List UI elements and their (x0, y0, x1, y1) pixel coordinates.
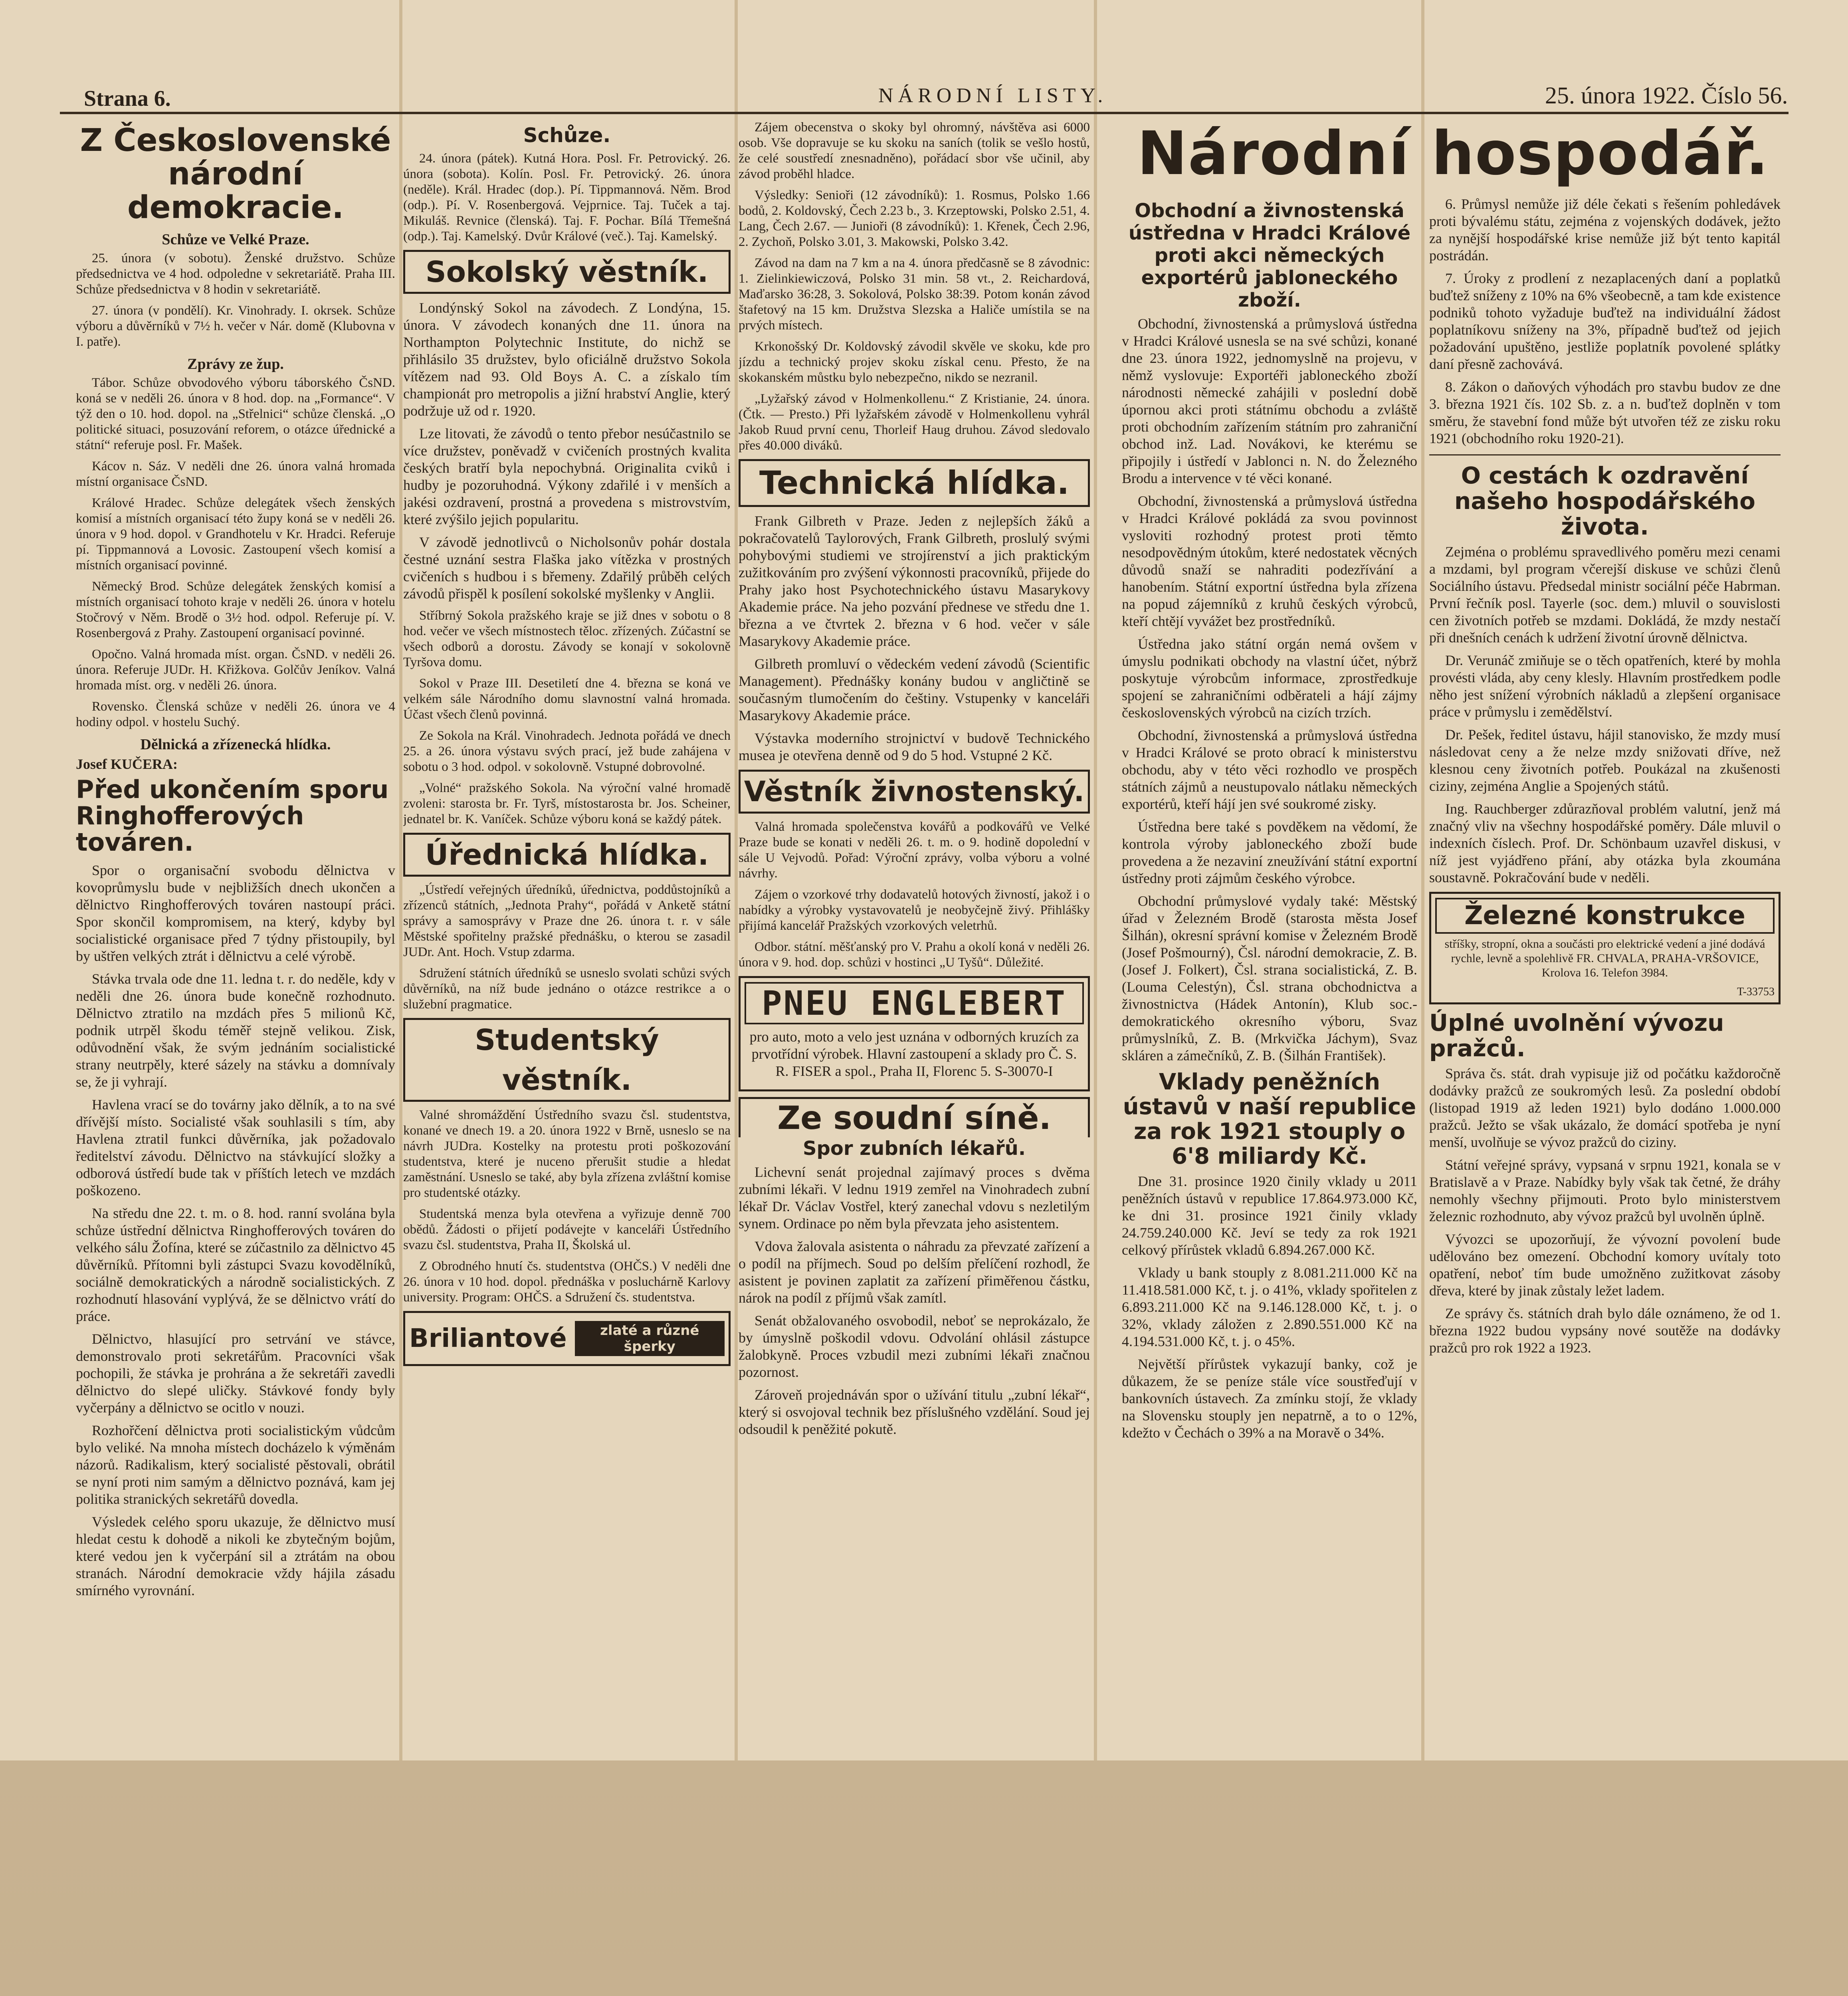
paragraph: Dne 31. prosince 1920 činily vklady u 2011 peněžních ústavů v republice 17.864.973.000 Kč, ke dni 31. prosince 1921 činily vklady 24.759.240.000 Kč. Jeví se tedy za rok 1921 celkový přírůstek vkladů 6.894.267.000 Kč. (1122, 1173, 1417, 1258)
ad-subtitle: zlaté a různé šperky (575, 1321, 725, 1356)
paragraph: Ústředna bere také s povděkem na vědomí, že kontrola výroby jabloneckého zboží bude provedena a že nezaviní zneužívání státní exportní ústředny proti zájmům českého výrobce. (1122, 819, 1417, 886)
article-title: Vklady peněžních ústavů v naší republice za rok 1921 stouply o 6'8 miliardy Kč. (1123, 1069, 1416, 1169)
paragraph: Londýnský Sokol na závodech. Z Londýna, 15. února. V závodech konaných dne 11. února na Northampton Polytechnic Institute, do nichž se přihlásilo 35 družstev, bylo oficiálně družstvo Sokola vítězem nad 93. Old Boys A. C. a získalo tím championát pro metropolis a jižní hrabství Anglie, který podržuje už od r. 1920. (403, 300, 731, 419)
paragraph: Sdružení státních úředníků se usneslo svolati schůzi svých důvěrníků, na níž bude jednáno o otázce restrikce a o služební pragmatice. (403, 966, 731, 1012)
advertisement (739, 976, 1090, 1091)
masthead: NÁRODNÍ LISTY. (878, 84, 1108, 107)
paragraph: Vdova žalovala asistenta o náhradu za převzaté zařízení a o podíl na příjmech. Soud po delším přelíčení rozhodl, že asistent je povinen zaplatit za zařízení přiměřenou částku, nárok na podíl z příjmů však zamítl. (739, 1238, 1090, 1306)
column-4 (1122, 196, 1417, 1756)
paragraph: 8. Zákon o daňových výhodách pro stavbu budov ze dne 3. března 1921 čís. 102 Sb. z. a n. buďtež doplněn v tom směru, že stavební fond může být utvořen též ze zisku roku 1921 (obchodního roku 1920-21). (1429, 379, 1781, 446)
column-fold (399, 0, 402, 1760)
paragraph: Vklady u bank stouply z 8.081.211.000 Kč na 11.418.581.000 Kč, t. j. o 41%, vklady spořitelen z 6.893.211.000 Kč na 9.146.128.000 Kč, t. j. o 32%, vklady záložen z 2.890.551.000 Kč na 4.194.531.000 Kč, t. j. o 45%. (1122, 1265, 1417, 1349)
paragraph: Frank Gilbreth v Praze. Jeden z nejlepších žáků a pokračovatelů Taylorových, Frank Gilbreth, proslulý svými pohybovými studiemi ve strojírenství a jich praktickým zužitkováním pro zvýšení výkonnosti pracovníků, přijede do Prahy jako host Psychotechnického ústavu Masarykovy Akademie práce. Na jeho pozvání přednese ve středu dne 1. března a ve čtvrtek 2. března v 6 hod. večer v sále Masarykovy Akademie práce. (739, 513, 1090, 649)
paragraph: Lichevní senát projednal zajímavý proces s dvěma zubními lékaři. V lednu 1919 zemřel na Vinohradech zubní lékař Dr. Václav Vostřel, který zanechal vdovu s nezletilým synem. Ordinace po něm byla převzata jeho asistentem. (739, 1164, 1090, 1232)
section-banner: Národní hospodář. (1137, 119, 1769, 188)
paragraph: Tábor. Schůze obvodového výboru táborského ČsND. koná se v neděli 26. února v 8 hod. dop. na „Formance“. V týž den o 10. hod. dopol. na „Střelnici“ schůze členská. „O politické situaci, posuzování reforem, o otázce úřednické a státní“ referuje posl. Fr. Mašek. (76, 376, 395, 452)
paragraph: Ústředna jako státní orgán nemá ovšem v úmyslu podnikati obchody na vlastní účet, nýbrž poskytuje výrobcům informace, zprostředkuje spojení se zahraničními odběrateli a hájí zájmy československých výrobců na cizích trzích. (1122, 636, 1417, 721)
paragraph: Valná hromada společenstva kovářů a podkovářů ve Velké Praze bude se konati v neděli 26. t. m. o 9. hodině dopolední v sále U Vejvodů. Pořad: Výroční zprávy, volba výboru a volné návrhy. (739, 820, 1090, 881)
section-subtitle: Schůze ve Velké Praze. (162, 231, 309, 248)
paragraph: Obchodní, živnostenská a průmyslová ústředna v Hradci Králové usnesla se na své schůzi, konané dne 23. února 1922, jednomyslně na projevu, v němž vyslovuje: Exportéři jabloneckého zboží národnosti německé zahájili v poslední době úpornou akci proti státnímu obchodu a zvláště proti obchodním zařízením státním pro zahraniční obchod inž. Lad. Novákovi, ke kterému se připojily i ústředí v Jablonci n. N. do Železného Brodu a intervence v té věci konané. (1122, 316, 1417, 486)
column-5 (1429, 196, 1781, 1756)
ad-title: PNEU ENGLEBERT (745, 982, 1084, 1024)
section-title: Schůze. (523, 124, 611, 147)
paragraph: Zejména o problému spravedlivého poměru mezi cenami a mzdami, byl program včerejší diskuse ve schůzi členů Sociálního ústavu. Předsedal ministr sociální péče Habrman. První řečník posl. Tayerle (soc. dem.) mluvil o souvislosti cen životních potřeb se mzdami. Dokládá, že mzdy nestačí při dnešních cenách k udržení životní úrovně dělnictva. (1429, 544, 1781, 646)
ad-text: stříšky, stropní, okna a součásti pro elektrické vedení a jiné dodává rychle, levně a spolehlivě FR. CHVALA, PRAHA-VRŠOVICE, Krolova 16. Telefon 3984. (1444, 937, 1765, 979)
advertisement (403, 1311, 731, 1366)
paragraph: Největší přírůstek vykazují banky, což je důkazem, že se peníze stále více soustřeďují v bankovních ústavech. Za zmínku stojí, že vklady na Slovensku stouply jen nepatrně, a to o 12%, kdežto v Čechách o 39% a na Moravě o 34%. (1122, 1356, 1417, 1441)
paragraph: Dělnictvo, hlasující pro setrvání ve stávce, demonstrovalo proti sekretářům. Pracovníci však pochopili, že stávka je prohrána a že sekretáři zavedli dělnictvo do slepé uličky. Stávkové fondy byly vyčerpány a dělnictvo se ocitlo v nouzi. (76, 1331, 395, 1416)
paragraph: Senát obžalovaného osvobodil, neboť se neprokázalo, že by úmyslně poškodil vdovu. Odvolání ohlásil zástupce žalobkyně. Proces vzbudil mezi zubními lékaři značnou pozornost. (739, 1313, 1090, 1380)
paragraph: Ing. Rauchberger zdůrazňoval problém valutní, jenž má značný vliv na všechny hospodářské poměry. Dále mluvil o indexních číslech. Prof. Dr. Schönbaum uzavřel diskusi, v níž jest vyjádřeno přání, aby otázka byla zkoumána soustavně. Pokračování bude v neděli. (1429, 801, 1781, 885)
column-2 (403, 120, 731, 1756)
ad-title: Briliantové (409, 1324, 567, 1353)
paragraph: Ze Sokola na Král. Vinohradech. Jednota pořádá ve dnech 25. a 26. února výstavu svých prací, jež bude zahájena v sobotu o 3 hod. odpol. v sokolovně. Vstupné dobrovolné. (403, 729, 731, 774)
column-fold (1421, 0, 1424, 1760)
paragraph: Gilbreth promluví o vědeckém vedení závodů (Scientific Management). Přednášky konány budou v angličtině se současným tlumočením do češtiny. Vstupenky v kanceláři Masarykovy Akademie práce. (739, 656, 1090, 723)
issue-date: 25. února 1922. Číslo 56. (1545, 82, 1788, 109)
paragraph: Obchodní průmyslové vydaly také: Městský úřad v Železném Brodě (starosta města Josef Šilhán), okresní správní komise v Železném Brodě (Josef Pošmourný), Čsl. národní demokracie, Z. B. (Josef J. Folkert), Čsl. strana socialistická, Z. B. (Louma Celestýn), Čsl. strana obchodnictva a živnostnictva (Hádek Antonín), Klub soc.-demokratického okresního výboru, Svaz průmyslníků, Z. B. (Mrkvička Jáchym), Svaz skláren a zámečníků, Z. B. (Šilhán František). (1122, 893, 1417, 1063)
divider (1429, 454, 1781, 455)
section-title: Věstník živnostenský. (739, 770, 1090, 814)
paragraph: Rovensko. Členská schůze v neděli 26. února ve 4 hodiny odpol. v hostelu Suchý. (76, 699, 395, 729)
column-fold (735, 0, 738, 1760)
paragraph: Závod na dam na 7 km a na 4. února předčasně se 8 závodnic: 1. Zielinkiewiczová, Polsko 31 min. 58 vt., 2. Reichardová, Maďarsko 36:28, 3. Sokolová, Polsko 38:39. Potom konán závod štafetový na 15 km. Družstva Slezska a Haliče umístila se na prvých místech. (739, 256, 1090, 333)
paragraph: Výstavka moderního strojnictví v budově Technického musea je otevřena denně od 9 do 5 hod. Vstupné 2 Kč. (739, 730, 1090, 763)
paragraph: „Lyžařský závod v Holmenkollenu.“ Z Kristianie, 24. února. (Čtk. — Presto.) Při lyžařském závodě v Holmenkollenu vyhrál Jakob Ruud první cenu, Thorleif Haug druhou. Závod sledovalo přes 40.000 diváků. (739, 392, 1090, 453)
subheading: Dělnická a zřízenecká hlídka. (140, 736, 331, 753)
paragraph: Zájem o vzorkové trhy dodavatelů hotových živností, jakož i o nabídky a výrobky vystavovatelů je neobyčejně živý. Přihlášky přijímá kancelář Pražských vzorkových veletrhů. (739, 887, 1090, 933)
section-title: Úřednická hlídka. (403, 833, 731, 877)
paragraph: Kácov n. Sáz. V neděli dne 26. února valná hromada místní organisace ČsND. (76, 459, 395, 489)
paragraph: Králové Hradec. Schůze delegátek všech ženských komisí a místních organisací této župy koná se v neděli 26. února v 9 hod. dopol. v Grandhotelu v Kr. Hradci. Referuje pí. Tippmannová a Lovosic. Zastoupení všech komisí a místních organisací povinné. (76, 496, 395, 572)
paragraph: Obchodní, živnostenská a průmyslová ústředna v Hradci Králové pokládá za svou povinnost vysloviti rozhodný protest proti těmto nesodpovědným útokům, které nedostatek věcných důvodů snaží se nahraditi podezřívání a hanobením. Státní exportní ústředna byla zřízena na popud zájemníků z kruhů českých výrobců, kteří chtějí vyvážet bez prostředníků. (1122, 493, 1417, 629)
paragraph: V závodě jednotlivců o Nicholsonův pohár dostala čestné uznání sestra Flaška jako vítězka v prostných cvičeních s hudbou i s břemeny. Zdařilý průběh celých závodů přispěl k posílení sokolské myšlenky v Anglii. (403, 534, 731, 602)
subheading: Zprávy ze žup. (187, 356, 284, 372)
paragraph: Sokol v Praze III. Desetiletí dne 4. března se koná ve velkém sále Národního domu slavnostní valná hromada. Účast všech členů povinná. (403, 676, 731, 722)
article-title: Obchodní a živnostenská ústředna v Hradci Králové proti akci německých exportérů jabloneckého zboží. (1128, 200, 1411, 311)
header-rule (60, 112, 1789, 114)
paragraph: Stříbrný Sokola pražského kraje se již dnes v sobotu o 8 hod. večer ve všech místnostech těloc. zřízených. Zúčastní se všech odborů a dorostu. Závody se konají v sokolovně Tyršova domu. (403, 608, 731, 669)
article-title: Úplné uvolnění vývozu pražců. (1429, 1009, 1724, 1062)
backing-paper (0, 1760, 1848, 1996)
paragraph: Německý Brod. Schůze delegátek ženských komisí a místních organisací tohoto kraje v neděli 26. února v hotelu Stočrový v Něm. Brodě o 3½ hod. odpol. Referuje pí. V. Rosenbergová z Prahy. Zastoupení organisací povinné. (76, 579, 395, 640)
paragraph: Spor o organisační svobodu dělnictva v kovoprůmyslu bude v nejbližších dnech ukončen a dělnictvo Ringhofferových továren nastoupí práci. Spor skončil kompromisem, na který, kdyby byl socialistické organisace před 7 týdny přistoupily, byl by uštřen velkých ztrát i dělnictvu a celé výrobě. (76, 862, 395, 964)
page-number: Strana 6. (84, 86, 171, 111)
column-3 (739, 120, 1090, 1756)
paragraph: Stávka trvala ode dne 11. ledna t. r. do neděle, kdy v neděli dne 26. února bude konečně rozhodnuto. Dělnictvo ztratilo na mzdách přes 5 milionů Kč, podnik utrpěl škodu téměř stejně velikou. Zisk, odůvodnění však, že svým jednáním socialistické strany neutrpěly, které sázely na stávku a domnívaly se, že ji vyhrají. (76, 971, 395, 1090)
section-title: Sokolský věstník. (403, 250, 731, 294)
section-subtitle: Spor zubních lékařů. (802, 1137, 1026, 1160)
paragraph: Studentská menza byla otevřena a vyřizuje denně 700 obědů. Žádosti o přijetí podávejte v kanceláři Ústředního svazu čsl. studentstva, Praha II, Školská ul. (403, 1207, 731, 1252)
paragraph: Valné shromáždění Ústředního svazu čsl. studentstva, konané ve dnech 19. a 20. února 1922 v Brně, usneslo se na návrh JUDra. Kostelky na protestu proti poškozování studentstva, které je nuceno přerušit studie a hledat zaměstnání. Usneslo se také, aby byla zřízena zvláštní komise pro studentské otázky. (403, 1108, 731, 1200)
paragraph: Zároveň projednáván spor o užívání titulu „zubní lékař“, který si osvojoval technik bez příslušného vzdělání. Soud jej odsoudil k peněžité pokutě. (739, 1387, 1090, 1437)
paragraph: 7. Úroky z prodlení z nezaplacených daní a poplatků buďtež sníženy z 10% na 6% všeobecně, a tam kde existence podniků tohoto vyžaduje buďtež na individuální žádost poplatníkovu sníženy na 3%, případně buďtež od jejich požadování upuštěno, jestliže poplatník povolené splátky daní přesně zachovává. (1429, 270, 1781, 372)
paragraph: Z Obrodného hnutí čs. studentstva (OHČS.) V neděli dne 26. února v 10 hod. dopol. přednáška v posluchárně Karlovy university. Program: OHČS. a Sdružení čs. studentstva. (403, 1259, 731, 1305)
paragraph: Obchodní, živnostenská a průmyslová ústředna v Hradci Králové se proto obrací k ministerstvu obchodu, aby v této věci rozhodlo ve prospěch státních zájmů a neustupovalo nátlaku německých exportérů, kteří hájí jen své soukromé zisky. (1122, 727, 1417, 812)
ad-code: T-33753 (1737, 986, 1775, 998)
paragraph: 25. února (v sobotu). Ženské družstvo. Schůze předsednictva ve 4 hod. odpoledne v sekretariátě. Praha III. Schůze předsednictva v 8 hodin v sekretariátě. (76, 251, 395, 297)
advertisement (1429, 892, 1781, 1004)
section-title: Studentský věstník. (403, 1018, 731, 1102)
section-title: Ze soudní síně. (739, 1097, 1090, 1137)
ad-text: pro auto, moto a velo jest uznána v odborných kruzích za prvotřídní výrobek. Hlavní zastoupení a sklady pro Č. S. R. FISER a spol., Praha II, Florenc 5. S-30070-I (749, 1029, 1079, 1079)
paragraph: Na středu dne 22. t. m. o 8. hod. ranní svolána byla schůze ústřední dělnictva Ringhofferových továren do velkého sálu Žofína, které se zúčastnilo za dělnictvo 45 důvěrníků. Přítomni byli zástupci Svazu kovodělníků, sociálně demokratických a národně socialistických. Z rozhodnutí hlasování vyplývá, že se dělnictvo vrátí do práce. (76, 1205, 395, 1324)
paragraph: Rozhořčení dělnictva proti socialistickým vůdcům bylo veliké. Na mnoha místech docházelo k výměnám názorů. Radikalism, který socialisté pěstovali, obrátil se nyní proti nim samým a dělnictvo poznává, kam jej politika stranických sekretářů dovedla. (76, 1422, 395, 1507)
paragraph: „Ústředí veřejných úředníků, úřednictva, poddůstojníků a zřízenců státních, „Jednota Prahy“, pořádá v Anketě státní správy a samosprávy v Praze dne 26. února t. r. v sále Městské spořitelny pražské přednášku, o kterou se zasadil JUDr. Ant. Hoch. Vstup zdarma. (403, 883, 731, 959)
paragraph: 6. Průmysl nemůže již déle čekati s řešením pohledávek proti bývalému státu, zejména z vojenských dodávek, ježto za nynější hospodářské krise nemůže již být tento kapitál postrádán. (1429, 196, 1781, 263)
paragraph: Výsledek celého sporu ukazuje, že dělnictvo musí hledat cestu k dohodě a nikoli ke zbytečným bojům, které vedou jen k vyčerpání sil a ztrátám na obou stranách. Národní demokracie vždy hájila zásadu smírného vyrovnání. (76, 1514, 395, 1598)
paragraph: Havlena vrací se do továrny jako dělník, a to na své dřívější místo. Socialisté však souhlasili s tím, aby Havlena ztratil funkci důvěrníka, jak požadovalo ředitelství závodu. Dělnictvo na stávkující složky a odborová ústředí bude tak v příštích letech ve mzdách poškozeno. (76, 1097, 395, 1198)
paragraph: Státní veřejné správy, vypsaná v srpnu 1921, konala se v Bratislavě a v Praze. Nabídky byly však tak četné, že dráhy nemohly všechny přijmouti. Proto bylo ministerstvem železnic rozhodnuto, aby vývoz pražců byl uvolněn úplně. (1429, 1157, 1781, 1224)
paragraph: Výsledky: Senioři (12 závodníků): 1. Rosmus, Polsko 1.66 bodů, 2. Koldovský, Čech 2.23 b., 3. Krzeptowski, Polsko 2.51, 4. Lang, Čech 2.67. — Junioři (8 závodníků): 1. Křenek, Čech 2.96, 2. Zychoň, Polsko 3.01, 3. Makowski, Polsko 3.42. (739, 188, 1090, 249)
author: Josef KUČERA: (76, 756, 178, 772)
paragraph: Dr. Verunáč zmiňuje se o těch opatřeních, které by mohla provésti vláda, aby ceny klesly. Hlavním prostředkem podle něho jest snížení výrobních nákladů a zlepšení organisace práce v průmyslu i zemědělství. (1429, 652, 1781, 720)
paragraph: 27. února (v pondělí). Kr. Vinohrady. I. okrsek. Schůze výboru a důvěrníků v 7½ h. večer v Nár. domě (Klubovna v I. patře). (76, 303, 395, 349)
article-title: O cestách k ozdravění našeho hospodářského života. (1454, 462, 1755, 540)
article-title: Před ukončením sporu Ringhofferových továren. (76, 775, 389, 857)
page-header (0, 0, 1848, 112)
section-title: Technická hlídka. (739, 459, 1090, 507)
paragraph: „Volné“ pražského Sokola. Na výroční valné hromadě zvoleni: starosta br. Fr. Tyrš, místostarosta br. Jos. Scheiner, jednatel br. K. Vaníček. Schůze výboru koná se každý pátek. (403, 781, 731, 826)
paragraph: Správa čs. stát. drah vypisuje již od počátku každoročně dodávky pražců ze soukromých lesů. Za poslední období (listopad 1919 až leden 1921) bylo dodáno 1.000.000 pražců. Ježto se však ukázalo, že domácí spotřeba je nyní menší, uvolňuje se vývoz pražců do ciziny. (1429, 1065, 1781, 1150)
paragraph: Ze správy čs. státních drah bylo dále oznámeno, že od 1. března 1922 budou vypsány nové soutěže na dodávky pražců pro rok 1922 a 1923. (1429, 1305, 1781, 1356)
paragraph: 24. února (pátek). Kutná Hora. Posl. Fr. Petrovický. 26. února (sobota). Kolín. Posl. Fr. Petrovický. 26. února (neděle). Král. Hradec (dop.). Pí. Tippmannová. Něm. Brod (odp.). Pí. V. Rosenbergová. Vejprnice. Taj. Tuček a taj. Mikuláš. Revnice (členská). Taj. F. Pochar. Bílá Třemešná (odp.). Taj. Kamelský. Dvůr Králové (več.). Taj. Kamelský. (403, 151, 731, 244)
paragraph: Zájem obecenstva o skoky byl ohromný, návštěva asi 6000 osob. Vše dopravuje se ku skoku na saních (tolik se vešlo hostů, že celé soustředí znesnadněno), pořádací sbor vše učinil, aby závod proběhl hladce. (739, 120, 1090, 181)
column-fold (1094, 0, 1097, 1760)
section-title: Z Československé národní demokracie. (80, 123, 391, 226)
paragraph: Krkonošský Dr. Koldovský závodil skvěle ve skoku, kde pro jízdu a technický projev skoku získal cenu. Přesto, že na skokanském můstku bylo nebezpečno, nikdo se nezranil. (739, 339, 1090, 385)
column-1 (76, 120, 395, 1756)
ad-title: Železné konstrukce (1435, 898, 1775, 934)
paragraph: Lze litovati, že závodů o tento přebor nesúčastnilo se více družstev, poněvadž v cvičeních prostných kvalita českých bratří byla nepochybná. Originalita cviků i hudby je pozoruhodná. Výkony zdařilé i v menších a jakési ozdravení, prostná a provedena s mistrovstvím, které zvýšilo jejich popularitu. (403, 426, 731, 527)
paragraph: Vývozci se upozorňují, že vývozní povolení bude udělováno bez omezení. Obchodní komory uvítaly toto opatření, neboť tím bude umožněno zužitkovat zásoby dřeva, které by jinak zůstaly ležet ladem. (1429, 1231, 1781, 1299)
paragraph: Odbor. státní. měšťanský pro V. Prahu a okolí koná v neděli 26. února v 9. hod. dop. schůzi v hostinci „U Tyšů“. Důležité. (739, 940, 1090, 970)
paragraph: Dr. Pešek, ředitel ústavu, hájil stanovisko, že mzdy musí následovat ceny a že nelze mzdy snižovati dříve, než klesnou ceny životních potřeb. Poukázal na zkušenosti ciziny, zejména Anglie a Spojených států. (1429, 727, 1781, 794)
paragraph: Opočno. Valná hromada míst. organ. ČsND. v neděli 26. února. Referuje JUDr. H. Křižkova. Golčův Jeníkov. Valná hromada míst. org. v neděli 26. února. (76, 647, 395, 693)
